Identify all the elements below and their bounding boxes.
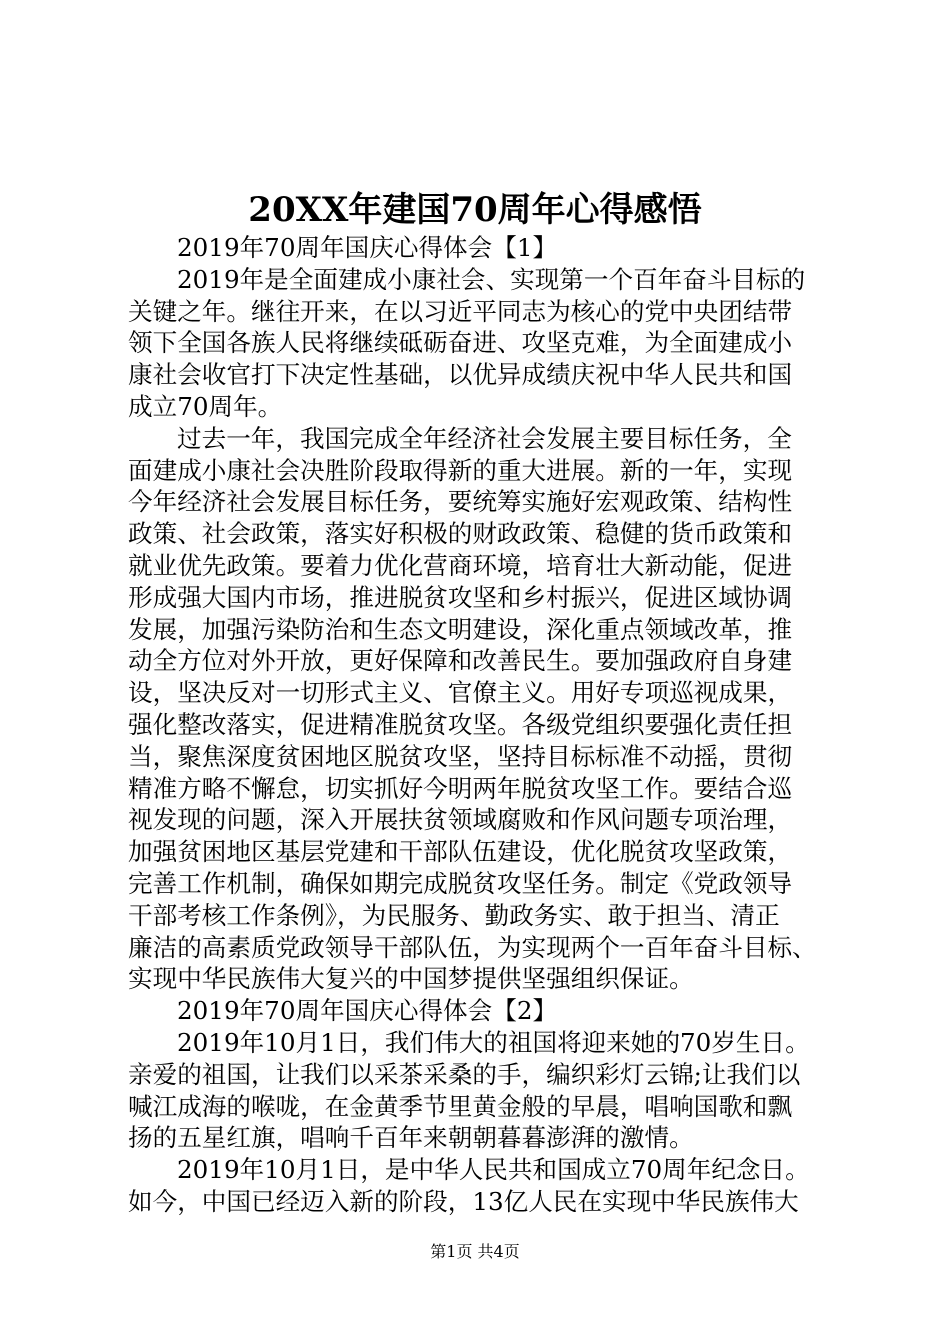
text-line: 干部考核工作条例》，为民服务、勤政务实、敢于担当、清正 xyxy=(128,900,780,930)
text-line: 扬的五星红旗，唱响千百年来朝朝暮暮澎湃的激情。 xyxy=(128,1123,694,1153)
text-line: 强化整改落实，促进精准脱贫攻坚。各级党组织要强化责任担 xyxy=(128,709,793,739)
text-line: 就业优先政策。要着力优化营商环境，培育壮大新动能，促进 xyxy=(128,550,793,580)
text-line: 形成强大国内市场，推进脱贫攻坚和乡村振兴，促进区域协调 xyxy=(128,582,793,612)
text-line: 当，聚焦深度贫困地区脱贫攻坚，坚持目标标准不动摇，贯彻 xyxy=(128,741,793,771)
text-line: 政策、社会政策，落实好积极的财政政策、稳健的货币政策和 xyxy=(128,519,793,549)
text-line: 发展，加强污染防治和生态文明建设，深化重点领域改革，推 xyxy=(128,614,793,644)
text-line: 面建成小康社会决胜阶段取得新的重大进展。新的一年，实现 xyxy=(128,455,793,485)
text-line: 完善工作机制，确保如期完成脱贫攻坚任务。制定《党政领导 xyxy=(128,868,793,898)
text-line: 2019年10月1日，是中华人民共和国成立70周年纪念日。 xyxy=(177,1155,810,1185)
text-line: 2019年70周年国庆心得体会【1】 xyxy=(177,233,558,262)
text-line: 实现中华民族伟大复兴的中国梦提供坚强组织保证。 xyxy=(128,964,694,994)
text-line: 如今，中国已经迈入新的阶段，13亿人民在实现中华民族伟大 xyxy=(128,1186,799,1216)
text-line: 加强贫困地区基层党建和干部队伍建设，优化脱贫攻坚政策， xyxy=(128,837,793,867)
text-line: 康社会收官打下决定性基础，以优异成绩庆祝中华人民共和国 xyxy=(128,360,793,390)
document-title: 20XX年建国70周年心得感悟 xyxy=(248,190,702,230)
text-line: 视发现的问题，深入开展扶贫领域腐败和作风问题专项治理， xyxy=(128,805,793,835)
text-line: 今年经济社会发展目标任务，要统筹实施好宏观政策、结构性 xyxy=(128,487,793,517)
text-line: 2019年10月1日，我们伟大的祖国将迎来她的70岁生日。 xyxy=(177,1027,810,1057)
text-line: 成立70周年。 xyxy=(128,391,283,421)
text-line: 喊江成海的喉咙，在金黄季节里黄金般的早晨，唱响国歌和飘 xyxy=(128,1091,793,1121)
text-line: 关键之年。继往开来，在以习近平同志为核心的党中央团结带 xyxy=(128,296,793,326)
text-line: 2019年70周年国庆心得体会【2】 xyxy=(177,996,558,1026)
text-line: 亲爱的祖国，让我们以采茶采桑的手，编织彩灯云锦;让我们以 xyxy=(128,1059,801,1089)
text-line: 设，坚决反对一切形式主义、官僚主义。用好专项巡视成果， xyxy=(128,678,793,708)
text-line: 精准方略不懈怠，切实抓好今明两年脱贫攻坚工作。要结合巡 xyxy=(128,773,793,803)
text-line: 廉洁的高素质党政领导干部队伍，为实现两个一百年奋斗目标、 xyxy=(128,932,817,962)
text-line: 动全方位对外开放，更好保障和改善民生。要加强政府自身建 xyxy=(128,646,793,676)
text-line: 领下全国各族人民将继续砥砺奋进、攻坚克难，为全面建成小 xyxy=(128,328,793,358)
page-footer: 第1页 共4页 xyxy=(430,1242,520,1261)
document-body xyxy=(128,232,828,1218)
text-line: 过去一年，我国完成全年经济社会发展主要目标任务，全 xyxy=(177,423,792,453)
text-line: 2019年是全面建成小康社会、实现第一个百年奋斗目标的 xyxy=(177,264,806,294)
